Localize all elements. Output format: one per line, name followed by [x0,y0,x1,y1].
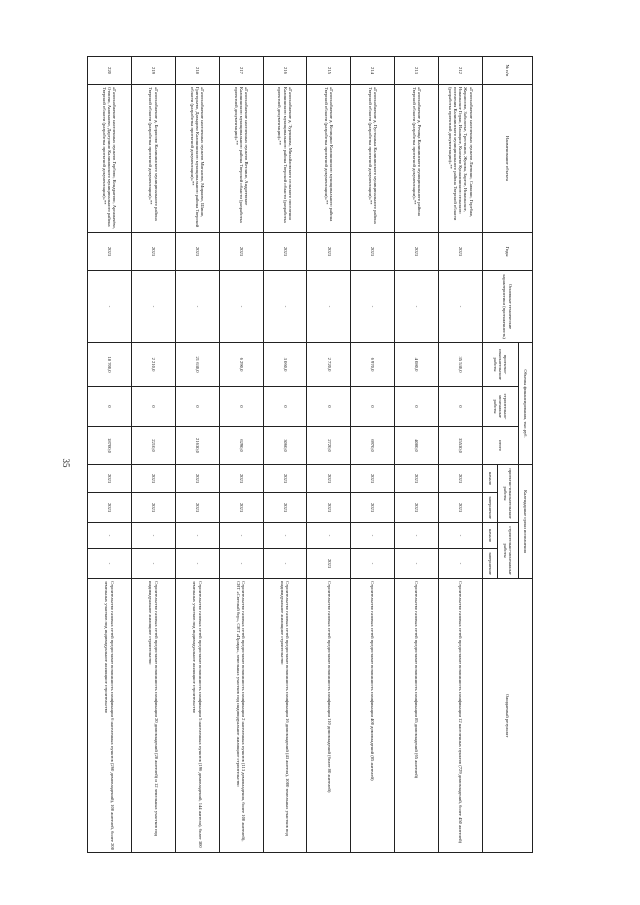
page-number: 35 [61,458,71,468]
cell-specs: - [88,271,132,343]
cell-construction-end: - [175,549,219,579]
cell-years: 2023 [351,233,395,271]
cell-construction-start: - [263,523,307,549]
cell-funding-design: 2 210,0 [132,343,176,387]
cell-result: Строительство газовых сетей предоставит возможность газификации 6 населенных пунктов (260 домовладений), 100 жителей, более 200 земельных участков под индивидуальное жилищное строительство [88,579,132,853]
table-row [307,57,351,853]
cell-design-start: 2023 [175,465,219,493]
cell-design-end: 2023 [351,493,395,523]
cell-funding-construction: 0 [132,387,176,427]
cell-design-end: 2023 [132,493,176,523]
table-row [395,57,439,853]
cell-years: 2023 [395,233,439,271]
cell-specs: - [351,271,395,343]
header-construction-start: начало [483,523,498,549]
cell-result: Строительство газовых сетей предоставит возможность газификации 400 домовладений (85 жителей) [351,579,395,853]
cell-num: 217 [219,57,263,85]
cell-name: «Газоснабжение населенных пунктов Горбово, Кондратово, Аргамачёво, Отмичи, Аниськово, Даргулино Калининского муниципального района Тверской области (разработка проектной документации)»** [88,85,132,233]
cell-name: «Газоснабжение д. Козицино Калининского муниципального района Тверской области (разработка проектной документации)»** [307,85,351,233]
table-body [88,57,483,853]
cell-construction-start: - [88,523,132,549]
cell-result: Строительство газовых сетей предоставит возможность газификации 2 населенных пунктов (113 домовладения, более 100 жителей), СНТ «Светлый бор», СНТ «Правда», земельных участков под индивидуальное жилищное строительство [219,579,263,853]
cell-design-end: 2023 [439,493,483,523]
cell-funding-design: 21 630,0 [175,343,219,387]
cell-years: 2023 [88,233,132,271]
header-funding: Объемы финансирования, тыс.руб. [519,343,533,465]
header-schedule-construction: строительно-монтажные работы [498,523,519,579]
header-construction-end: завершение [483,549,498,579]
cell-design-start: 2023 [395,465,439,493]
cell-funding-total: 4080,0 [395,427,439,465]
cell-result: Строительство газовых сетей предоставит возможность газификации 12 населенных пунктов (729 домовладений, более 450 жителей) [439,579,483,853]
cell-construction-end: - [439,549,483,579]
cell-design-end: 2023 [219,493,263,523]
cell-funding-design: 4 080,0 [395,343,439,387]
cell-specs: - [395,271,439,343]
cell-funding-total: 2720,0 [307,427,351,465]
cell-funding-design: 6 970,0 [351,343,395,387]
cell-funding-construction: 0 [439,387,483,427]
cell-result: Строительство газовых сетей предоставит возможность газификации 20 домовладений (28 жителей) и 12 земельных участков под индивидуальное жилищное строительство [132,579,176,853]
cell-funding-design: 2 720,0 [307,343,351,387]
cell-num: 219 [132,57,176,85]
table-row [439,57,483,853]
cell-specs: - [219,271,263,343]
program-table [87,56,533,853]
table-row [175,57,219,853]
cell-construction-start: - [439,523,483,549]
cell-years: 2023 [263,233,307,271]
cell-construction-start: - [351,523,395,549]
cell-design-start: 2023 [263,465,307,493]
cell-specs: - [175,271,219,343]
cell-name: «Газоснабжение населенных пунктов Ветлино, Андреевское Калининского муниципального района Тверской области (разработка проектной документации)»** [219,85,263,233]
cell-specs: - [132,271,176,343]
cell-result: Строительство газовых сетей предоставит возможность газификации 110 домовладений (более 80 жителей) [307,579,351,853]
cell-years: 2023 [175,233,219,271]
cell-funding-design: 35 530,0 [439,343,483,387]
cell-num: 216 [263,57,307,85]
header-design-start: начало [483,465,498,493]
cell-construction-end: - [88,549,132,579]
cell-num: 213 [395,57,439,85]
cell-funding-design: 18 700,0 [88,343,132,387]
header-specs: Основные технические характеристики (протяженность) [483,271,533,343]
cell-name: «Газоснабжение д. Борисово Калининского муниципального района Тверской области (разработка проектной документации)»** [132,85,176,233]
cell-name: «Газоснабжение д. Речица Калининского муниципального района Тверской области (разработка проектной документации)»** [395,85,439,233]
cell-funding-construction: 0 [175,387,219,427]
cell-construction-end: - [132,549,176,579]
cell-funding-design: 6 290,0 [219,343,263,387]
cell-design-start: 2023 [88,465,132,493]
cell-design-end: 2023 [395,493,439,523]
cell-design-end: 2023 [175,493,219,523]
header-schedule-design: проектно-изыскательские работы [498,465,519,523]
table-row [88,57,132,853]
cell-design-start: 2023 [351,465,395,493]
cell-funding-total: 35530,0 [439,427,483,465]
cell-construction-end: - [263,549,307,579]
header-funding-design: проектно-изыскательские работы [483,343,519,387]
cell-design-start: 2023 [307,465,351,493]
cell-years: 2023 [132,233,176,271]
cell-funding-construction: 0 [263,387,307,427]
cell-name: «Газоснабжение д. Пустынька Калининского муниципального района Тверской области (разработка проектной документации)»** [351,85,395,233]
cell-result: Строительство газовых сетей предоставит возможность газификации 5 населенных пунктов (196 домовладений, 144 жителя), более 300 земельных участков под индивидуальное жилищное строительство [175,579,219,853]
cell-design-start: 2023 [219,465,263,493]
cell-construction-end: - [351,549,395,579]
cell-construction-start: - [132,523,176,549]
cell-design-end: 2023 [88,493,132,523]
header-funding-total: итого [483,427,519,465]
cell-num: 212 [439,57,483,85]
cell-num: 215 [307,57,351,85]
cell-funding-construction: 0 [88,387,132,427]
table-row [132,57,176,853]
cell-funding-total: 2210,0 [132,427,176,465]
header-schedule: Календарные сроки исполнения [519,465,533,579]
cell-funding-total: 6970,0 [351,427,395,465]
cell-specs: - [439,271,483,343]
cell-funding-total: 21630,0 [175,427,219,465]
cell-result: Строительство газовых сетей предоставит возможность газификации 85 домовладений (65 жителей) [395,579,439,853]
table-row [351,57,395,853]
header-result: Ожидаемый результат [483,579,533,853]
cell-construction-end: 2023 [307,549,351,579]
cell-years: 2023 [307,233,351,271]
cell-funding-construction: 0 [219,387,263,427]
rotated-table-container [87,56,533,852]
cell-funding-total: 3060,0 [263,427,307,465]
header-funding-construction: строительно-монтажные работы [483,387,519,427]
cell-funding-construction: 0 [351,387,395,427]
table-row [219,57,263,853]
cell-name: «Газоснабжение населенных пунктов Мигалово, Мирково, Шишо, Григорьево, Давыдово Калининского муниципального района Тверской области (разработка проектной документации)»** [175,85,219,233]
cell-name: «Газоснабжение населенных пунктов Литвино, Савкино, Горебжо, Жорносово, Заболотье, Тресткино, Жукова, Зарезе, Никольское, Никольское Горки, Ильицкое, Князьево Кушалинского сельского поселения Калининского муниципального района Тверской области (разработка проектной документации)»** [439,85,483,233]
cell-years: 2023 [439,233,483,271]
header-num: № п/п [483,57,533,85]
cell-num: 214 [351,57,395,85]
cell-name: «Газоснабжение д. Турчинова, Михайловского сельского поселения Калининского муниципального района Тверской области (разработка проектной документации)»** [263,85,307,233]
cell-funding-construction: 0 [307,387,351,427]
cell-construction-end: - [219,549,263,579]
cell-num: 218 [175,57,219,85]
cell-specs: - [307,271,351,343]
header-name: Наименование объекта [483,85,533,233]
cell-construction-start: - [395,523,439,549]
cell-num: 220 [88,57,132,85]
table-row [263,57,307,853]
cell-construction-start: - [219,523,263,549]
cell-funding-total: 18700,0 [88,427,132,465]
cell-funding-design: 3 060,0 [263,343,307,387]
cell-specs: - [263,271,307,343]
cell-design-end: 2023 [263,493,307,523]
cell-funding-construction: 0 [395,387,439,427]
cell-design-start: 2023 [132,465,176,493]
cell-funding-total: 6290,0 [219,427,263,465]
cell-result: Строительство газовых сетей предоставит возможность газификации 16 домовладений (43 жителя), 1000 земельных участков под индивидуальное жилищное строительство [263,579,307,853]
header-design-end: завершение [483,493,498,523]
cell-construction-end: - [395,549,439,579]
cell-design-end: 2023 [307,493,351,523]
cell-design-start: 2023 [439,465,483,493]
cell-construction-start: - [307,523,351,549]
header-years: Годы [483,233,533,271]
cell-years: 2023 [219,233,263,271]
cell-construction-start: - [175,523,219,549]
